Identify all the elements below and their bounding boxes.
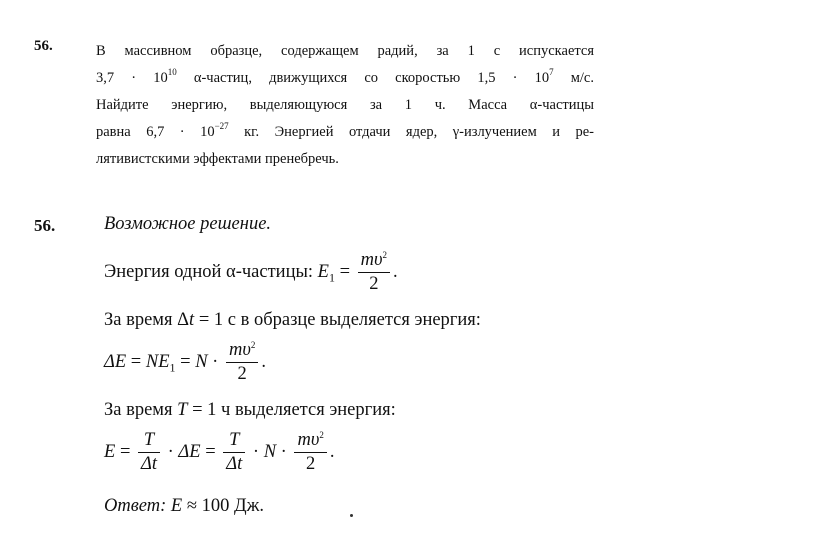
answer-value: ≈ 100 Дж. xyxy=(186,496,264,516)
fraction-mv2-over-2: $\frac{m\upsilon^2}{2}$ xyxy=(294,430,326,475)
answer-variable: E xyxy=(170,496,183,516)
problem-line: Найдите энергию, выделяющуюся за 1 ч. Масса α-частицы xyxy=(96,97,594,113)
fraction-T-over-dt: $\frac{T}{\Delta t}$ xyxy=(138,430,160,475)
solution-heading: Возможное решение. xyxy=(104,214,272,234)
answer-line xyxy=(104,496,264,517)
formula-single-particle-energy: Энергия одной α-частицы: $E_1$ = $\frac{m\upsilon^2}{2}$ . xyxy=(104,250,398,294)
problem-line: лятивистскими эффектами пренебречь. xyxy=(96,151,339,167)
text-time-one-second: За время Δt = 1 с в образце выделяется энергия: xyxy=(104,310,481,330)
problem-line: В массивном образце, содержащем радий, за 1 с испускается xyxy=(96,43,594,59)
solution-number: 56. xyxy=(34,216,56,235)
answer-label: Ответ: xyxy=(104,496,167,516)
problem-number: 56. xyxy=(34,38,53,54)
formula-total-energy: E = $\frac{T}{\Delta t}$ · ΔE = $\frac{T}{\Delta t}$ · N · $\frac{m\upsilon^2}{2}$ . xyxy=(104,430,335,474)
fraction-T-over-dt: $\frac{T}{\Delta t}$ xyxy=(223,430,245,475)
problem-line: равна $6,7 \cdot 10^{-27}$ кг. Энергией отдачи ядер, γ-излучением и ре- xyxy=(96,121,594,140)
fraction-mv2-over-2: $\frac{m\upsilon^2}{2}$ xyxy=(226,340,258,385)
stray-dot xyxy=(350,514,353,517)
problem-line: $3,7 \cdot 10^{10}$ α-частиц, движущихся со скоростью $1,5 \cdot 10^7$ м/с. xyxy=(96,67,594,86)
problem-text xyxy=(96,38,594,173)
text-time-one-hour: За время T = 1 ч выделяется энергия: xyxy=(104,400,396,420)
fraction-mv2-over-2: $\frac{m\upsilon^2}{2}$ xyxy=(358,250,390,295)
formula-energy-per-second: $\Delta E = NE_1 = N$ · $\frac{m\upsilon^2}{2}$ . xyxy=(104,340,266,384)
